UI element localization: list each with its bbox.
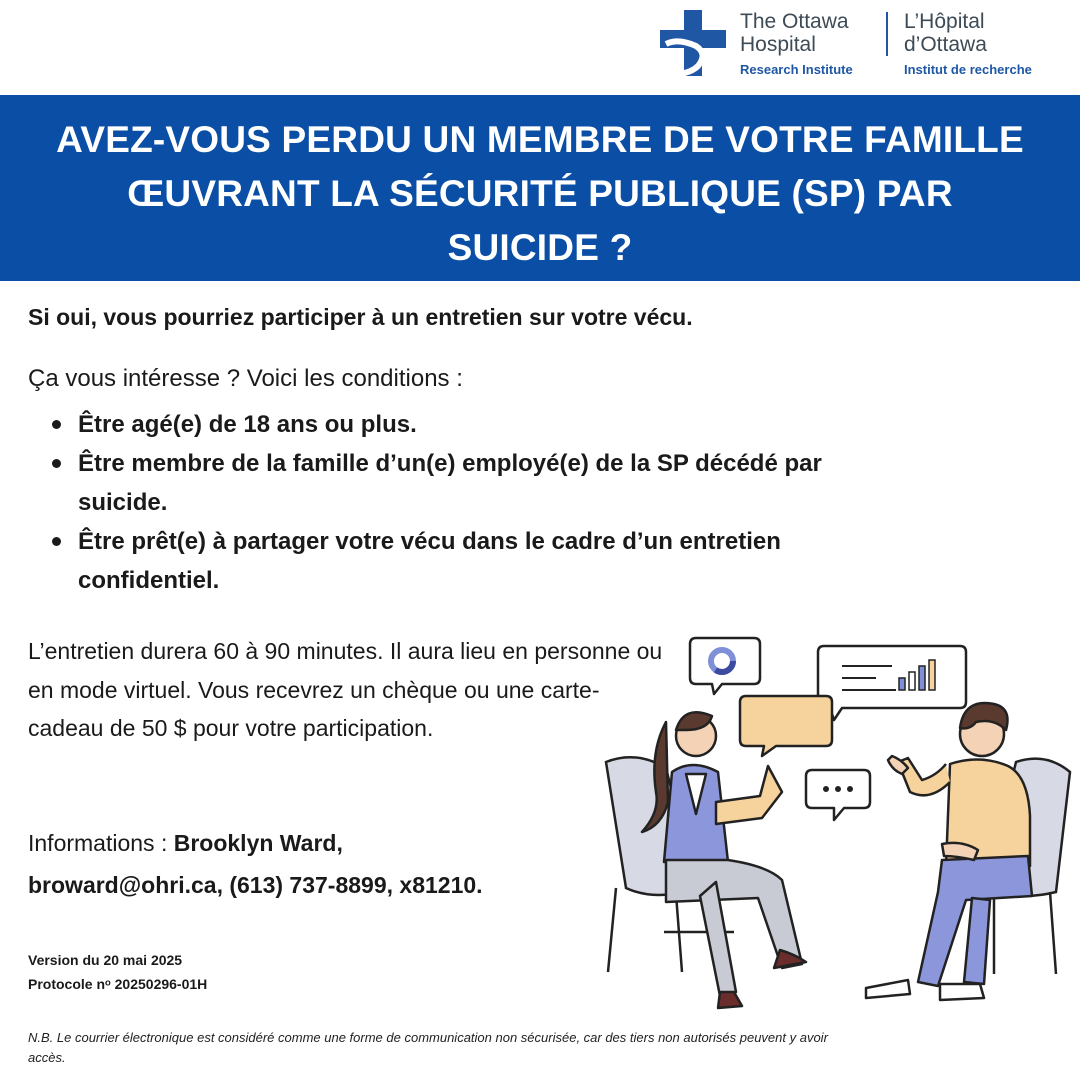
- title-line-1: AVEZ-VOUS PERDU UN MEMBRE DE VOTRE FAMILLE: [56, 119, 1024, 160]
- list-item: [28, 522, 858, 600]
- logo-french: [904, 10, 1032, 77]
- logo-en-sub: Research Institute: [740, 62, 853, 77]
- conditions-list: [28, 405, 858, 600]
- list-item: [28, 405, 858, 444]
- contact-label: Informations :: [28, 830, 174, 856]
- protocol-number: Protocole nᵒ 20250296-01H: [28, 976, 208, 992]
- interview-details: L’entretien durera 60 à 90 minutes. Il aura lieu en personne ou en mode virtuel. Vous recevrez un chèque ou une carte-cadeau de 50 $ pour votre participation.: [28, 638, 663, 741]
- condition-text: Être membre de la famille d’un(e) employé(e) de la SP décédé par suicide.: [78, 450, 822, 516]
- conditions-intro: Ça vous intéresse ? Voici les conditions :: [28, 365, 463, 392]
- contact-info: [28, 822, 668, 906]
- title-line-3: SUICIDE ?: [447, 227, 633, 268]
- logo-fr-sub: Institut de recherche: [904, 62, 1032, 77]
- condition-text: Être agé(e) de 18 ans ou plus.: [78, 411, 417, 438]
- ottawa-hospital-cross-icon: [660, 10, 726, 76]
- interview-illustration-icon: [596, 632, 1080, 1022]
- list-item: [28, 444, 858, 522]
- contact-details[interactable]: broward@ohri.ca, (613) 737-8899, x81210.: [28, 872, 483, 898]
- version-info: [28, 948, 207, 996]
- logo-divider: [886, 12, 888, 56]
- condition-text: Être prêt(e) à partager votre vécu dans le cadre d’un entretien confidentiel.: [78, 528, 781, 594]
- bullet-icon: [52, 459, 61, 468]
- intro-text: Si oui, vous pourriez participer à un entretien sur votre vécu.: [28, 304, 693, 330]
- logo-fr-line2: d’Ottawa: [904, 33, 987, 56]
- security-note: N.B. Le courrier électronique est considéré comme une forme de communication non sécurisée, car des tiers non autorisés peuvent y avoir accès.: [28, 1030, 828, 1065]
- title-banner: [0, 95, 1080, 281]
- logo-en-line2: Hospital: [740, 33, 816, 56]
- ohri-logo: [660, 8, 1070, 84]
- title-line-2: ŒUVRANT LA SÉCURITÉ PUBLIQUE (SP) PAR: [127, 173, 953, 214]
- bullet-icon: [52, 420, 61, 429]
- version-date: Version du 20 mai 2025: [28, 952, 183, 968]
- logo-en-line1: The Ottawa: [740, 10, 849, 33]
- logo-fr-line1: L’Hôpital: [904, 10, 985, 33]
- logo-english: [740, 10, 853, 77]
- contact-name: Brooklyn Ward,: [173, 830, 343, 856]
- page-title: [0, 113, 1080, 275]
- bullet-icon: [52, 537, 61, 546]
